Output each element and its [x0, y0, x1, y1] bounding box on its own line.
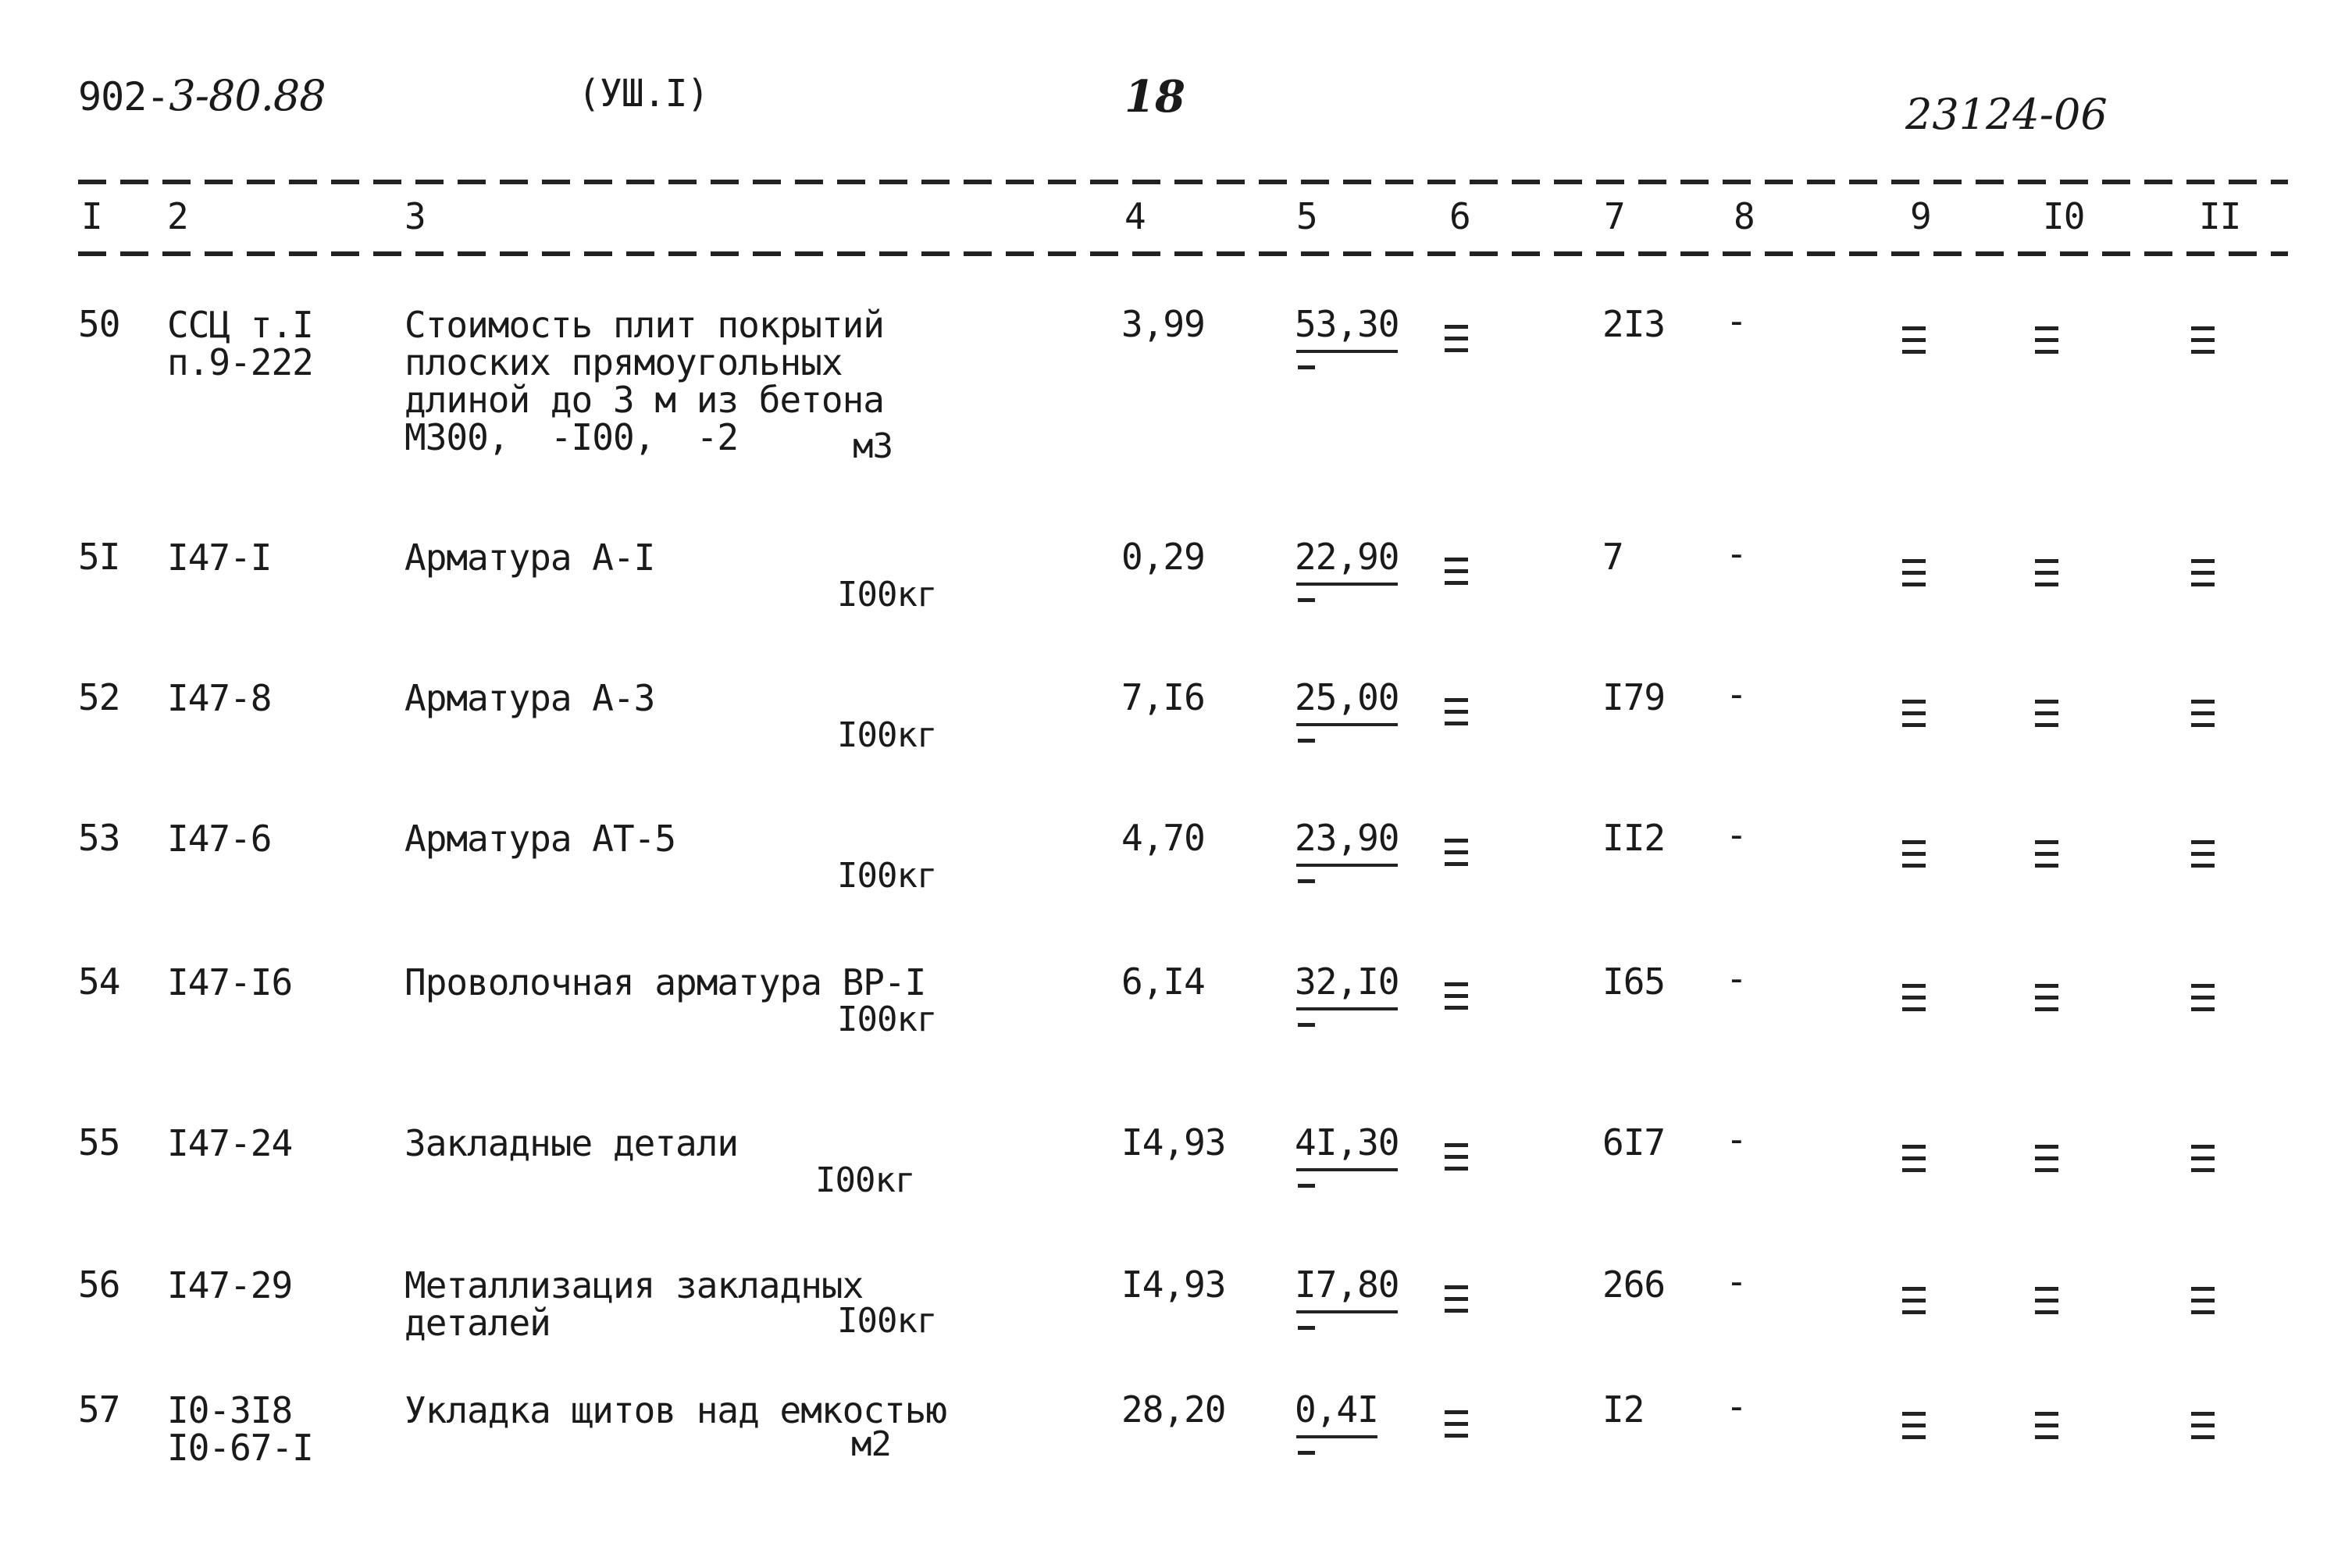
- row-reference: ССЦ т.I п.9-222: [167, 304, 313, 383]
- row-reference: I47-29: [167, 1264, 293, 1306]
- doc-code-prefix: 902-: [78, 74, 169, 119]
- ditto-mark-col6: [1445, 982, 1468, 1017]
- col-header-2: 2: [167, 195, 188, 237]
- row-quantity: 7,I6: [1121, 676, 1205, 718]
- row-reference: I47-24: [167, 1122, 293, 1164]
- row-col8-dash: -: [1726, 673, 1747, 715]
- row-quantity: 3,99: [1121, 303, 1205, 345]
- ditto-mark-col6: [1445, 839, 1468, 874]
- row-description: Арматура А-I: [404, 536, 655, 579]
- row-reference: I47-I6: [167, 961, 293, 1003]
- price-underline: [1296, 1310, 1398, 1313]
- price-subscript-dash: [1298, 1326, 1315, 1330]
- row-quantity: 28,20: [1121, 1388, 1226, 1431]
- col-header-4: 4: [1124, 195, 1146, 237]
- ditto-mark-col9: [1902, 326, 1926, 362]
- row-col8-dash: -: [1726, 814, 1747, 856]
- row-unit: м3: [853, 426, 893, 466]
- row-unit: I00кг: [815, 1160, 915, 1200]
- row-number: 54: [78, 960, 120, 1003]
- row-total: 2I3: [1602, 303, 1666, 345]
- ditto-mark-col10: [2035, 1145, 2058, 1180]
- price-underline: [1296, 1168, 1398, 1171]
- ditto-mark-col10: [2035, 559, 2058, 594]
- row-number: 50: [78, 303, 120, 345]
- row-unit-price: 0,4I: [1295, 1388, 1378, 1431]
- doc-code-handwritten: 3-80.88: [169, 71, 326, 120]
- col-header-5: 5: [1296, 195, 1317, 237]
- row-unit-price: 4I,30: [1295, 1121, 1399, 1164]
- price-underline: [1296, 1435, 1377, 1438]
- row-col8-dash: -: [1726, 957, 1747, 1000]
- col-header-8: 8: [1734, 195, 1755, 237]
- row-description: Стоимость плит покрытий плоских прямоугольных длиной до 3 м из бетона М300, -I00, -2: [404, 304, 884, 458]
- price-subscript-dash: [1298, 1451, 1315, 1455]
- ditto-mark-col9: [1902, 700, 1926, 735]
- col-header-11: II: [2199, 195, 2241, 237]
- ditto-mark-col9: [1902, 1287, 1926, 1322]
- ditto-mark-col10: [2035, 1412, 2058, 1447]
- ditto-mark-col6: [1445, 558, 1468, 593]
- ditto-mark-col11: [2191, 1412, 2215, 1447]
- price-subscript-dash: [1298, 598, 1315, 602]
- ditto-mark-col10: [2035, 984, 2058, 1019]
- row-total: I79: [1602, 676, 1666, 718]
- price-underline: [1296, 723, 1398, 726]
- row-unit: I00кг: [837, 1301, 937, 1341]
- price-subscript-dash: [1298, 739, 1315, 743]
- row-unit-price: 23,90: [1295, 817, 1399, 859]
- price-underline: [1296, 583, 1398, 586]
- row-quantity: I4,93: [1121, 1263, 1226, 1306]
- row-description: Проволочная арматура ВР-I: [404, 961, 926, 1003]
- row-unit-price: I7,80: [1295, 1263, 1399, 1306]
- row-total: 266: [1602, 1263, 1666, 1306]
- row-description: Арматура А-3: [404, 677, 655, 719]
- row-reference: I47-I: [167, 536, 272, 579]
- ditto-mark-col10: [2035, 1287, 2058, 1322]
- row-col8-dash: -: [1726, 300, 1747, 342]
- row-unit: I00кг: [837, 715, 937, 755]
- row-quantity: 4,70: [1121, 817, 1205, 859]
- col-header-10: I0: [2043, 195, 2085, 237]
- row-unit: м2: [851, 1424, 891, 1464]
- ditto-mark-col11: [2191, 984, 2215, 1019]
- row-description: Арматура АТ-5: [404, 818, 676, 860]
- ditto-mark-col6: [1445, 1410, 1468, 1445]
- ditto-mark-col9: [1902, 984, 1926, 1019]
- col-header-6: 6: [1449, 195, 1470, 237]
- row-quantity: 6,I4: [1121, 960, 1205, 1003]
- row-total: II2: [1602, 817, 1666, 859]
- price-subscript-dash: [1298, 365, 1315, 369]
- ditto-mark-col6: [1445, 325, 1468, 360]
- price-underline: [1296, 1007, 1398, 1010]
- row-reference: I47-8: [167, 677, 272, 719]
- row-number: 56: [78, 1263, 120, 1306]
- doc-code: [78, 71, 326, 120]
- row-unit-price: 32,I0: [1295, 960, 1399, 1003]
- row-total: I2: [1602, 1388, 1645, 1431]
- header-top-rule: [78, 180, 2288, 184]
- row-number: 57: [78, 1388, 120, 1431]
- ditto-mark-col10: [2035, 840, 2058, 875]
- row-col8-dash: -: [1726, 533, 1747, 575]
- row-unit: I00кг: [837, 856, 937, 896]
- row-number: 55: [78, 1121, 120, 1164]
- row-col8-dash: -: [1726, 1118, 1747, 1160]
- ditto-mark-col6: [1445, 1143, 1468, 1178]
- ditto-mark-col9: [1902, 1412, 1926, 1447]
- ditto-mark-col11: [2191, 840, 2215, 875]
- row-quantity: 0,29: [1121, 536, 1205, 578]
- col-header-7: 7: [1604, 195, 1625, 237]
- ditto-mark-col11: [2191, 700, 2215, 735]
- ditto-mark-col9: [1902, 559, 1926, 594]
- document-number: 23124-06: [1905, 90, 2108, 139]
- row-unit-price: 22,90: [1295, 536, 1399, 578]
- row-quantity: I4,93: [1121, 1121, 1226, 1164]
- row-unit: I00кг: [837, 575, 937, 615]
- row-unit: I00кг: [837, 1000, 937, 1039]
- ditto-mark-col9: [1902, 1145, 1926, 1180]
- ditto-mark-col10: [2035, 326, 2058, 362]
- row-total: 6I7: [1602, 1121, 1666, 1164]
- row-reference: I47-6: [167, 818, 272, 860]
- row-description: Металлизация закладных деталей: [404, 1264, 864, 1344]
- header-bottom-rule: [78, 251, 2288, 256]
- row-col8-dash: -: [1726, 1385, 1747, 1427]
- section-label: (УШ.I): [578, 72, 709, 116]
- page-number: 18: [1124, 71, 1185, 123]
- price-underline: [1296, 864, 1398, 867]
- col-header-3: 3: [404, 195, 426, 237]
- price-subscript-dash: [1298, 1184, 1315, 1188]
- ditto-mark-col11: [2191, 326, 2215, 362]
- ditto-mark-col6: [1445, 698, 1468, 733]
- ditto-mark-col11: [2191, 1145, 2215, 1180]
- row-unit-price: 25,00: [1295, 676, 1399, 718]
- ditto-mark-col10: [2035, 700, 2058, 735]
- row-description: Укладка щитов над емкостью: [404, 1389, 947, 1431]
- row-number: 52: [78, 676, 120, 718]
- ditto-mark-col11: [2191, 1287, 2215, 1322]
- row-unit-price: 53,30: [1295, 303, 1399, 345]
- price-underline: [1296, 350, 1398, 353]
- ditto-mark-col6: [1445, 1285, 1468, 1320]
- ditto-mark-col9: [1902, 840, 1926, 875]
- row-col8-dash: -: [1726, 1260, 1747, 1303]
- price-subscript-dash: [1298, 879, 1315, 883]
- row-description: Закладные детали: [404, 1122, 739, 1164]
- row-reference: I0-3I8 I0-67-I: [167, 1389, 313, 1469]
- col-header-1: I: [81, 195, 102, 237]
- price-subscript-dash: [1298, 1023, 1315, 1027]
- row-number: 5I: [78, 536, 120, 578]
- ditto-mark-col11: [2191, 559, 2215, 594]
- row-number: 53: [78, 817, 120, 859]
- row-total: I65: [1602, 960, 1666, 1003]
- row-total: 7: [1602, 536, 1623, 578]
- col-header-9: 9: [1910, 195, 1931, 237]
